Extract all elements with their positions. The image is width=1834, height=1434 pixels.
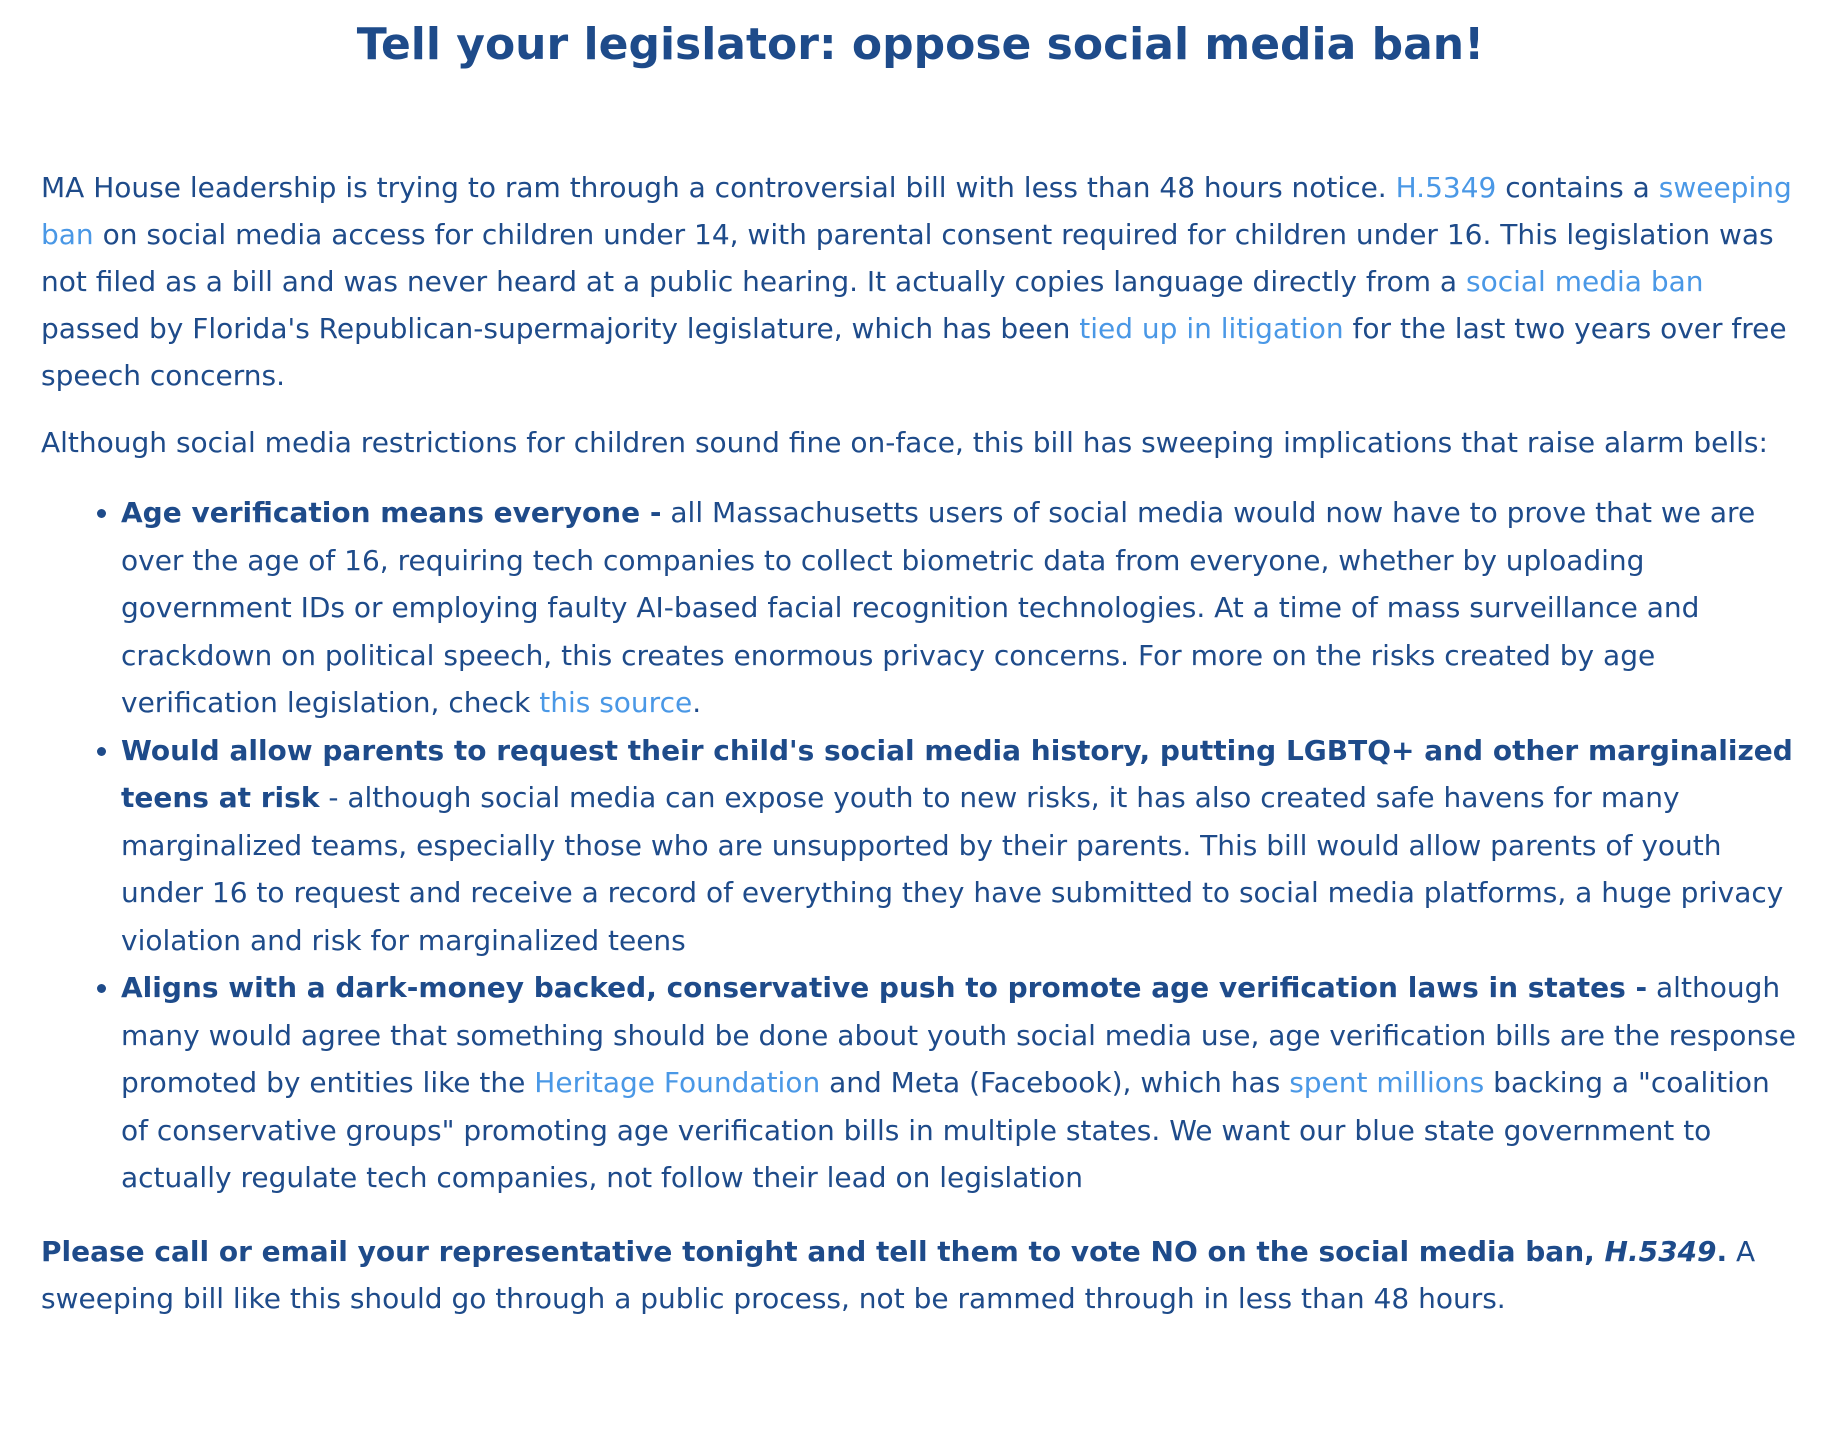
intro-text-5: for the last two years over free speech concerns.	[41, 312, 1787, 392]
list-item-text-end: .	[692, 686, 702, 719]
spent-millions-link[interactable]: spent millions	[1289, 1066, 1485, 1099]
list-item-text: all Massachusetts users of social media would now have to prove that we are over the age of 16, requiring tech companies to collect biometric data from everyone, whether by uploading government IDs or employing faulty AI-based facial recognition technologies. At a time of mass surveillance and crackdown on political speech, this creates enormous privacy concerns. For more on the risks created by age verification legislation, check	[121, 496, 1756, 719]
list-item-text: - although social media can expose youth to new risks, it has also created safe havens for many marginalized teams, especially those who are unsupported by their parents. This bill would allow parents of youth under 16 to request and receive a record of everything they have submitted to social media platforms, a huge privacy violation and risk for marginalized teens	[121, 781, 1784, 957]
bill-number-emphasis: H.5349	[1604, 1234, 1717, 1268]
list-item-heading: Aligns with a dark-money backed, conservative push to promote age verification laws in states -	[121, 971, 1648, 1004]
list-item-text: although many would agree that something should be done about youth social media use, age verification bills are the response promoted by entities like the	[121, 971, 1796, 1099]
call-to-action-paragraph	[41, 1228, 1800, 1322]
intro-text-3: on social media access for children under 14, with parental consent required for children under 16. This legislation was not filed as a bill and was never heard at a public hearing. It actually copies language directly from a	[41, 218, 1774, 298]
intro-text-2: contains a	[1496, 171, 1659, 204]
list-item-text-3: backing a "coalition of conservative groups" promoting age verification bills in multiple states. We want our blue state government to actually regulate tech companies, not follow their lead on legislation	[121, 1066, 1770, 1194]
call-to-action-bold: Please call or email your representative tonight and tell them to vote NO on the social media ban,	[41, 1234, 1605, 1268]
list-item-text-2: and Meta (Facebook), which has	[820, 1066, 1290, 1099]
call-to-action-text: A sweeping bill like this should go through a public process, not be rammed through in less than 48 hours.	[41, 1234, 1756, 1315]
sweeping-ban-link[interactable]: sweeping ban	[41, 171, 1792, 251]
list-item-age-verification	[121, 489, 1800, 727]
litigation-link[interactable]: tied up in litigation	[1079, 312, 1344, 345]
bill-link[interactable]: H.5349	[1395, 171, 1497, 204]
intro-text-4: passed by Florida's Republican-supermajority legislature, which has been	[41, 312, 1080, 345]
this-source-link[interactable]: this source	[539, 686, 693, 719]
list-item-dark-money	[121, 964, 1800, 1202]
heritage-foundation-link[interactable]: Heritage Foundation	[534, 1066, 821, 1099]
intro-text-1: MA House leadership is trying to ram through a controversial bill with less than 48 hours notice.	[41, 171, 1396, 204]
intro-paragraph	[41, 164, 1800, 399]
list-item-heading: Age verification means everyone -	[121, 496, 662, 529]
list-item-parents-history	[121, 727, 1800, 965]
list-item-heading: Would allow parents to request their child's social media history, putting LGBTQ+ and other marginalized teens at risk	[121, 733, 1793, 814]
implications-paragraph: Although social media restrictions for children sound fine on-face, this bill has sweeping implications that raise alarm bells:	[41, 426, 1768, 459]
page-title: Tell your legislator: oppose social media ban!	[356, 19, 1485, 70]
concerns-list	[41, 489, 1800, 1202]
social-media-ban-link[interactable]: social media ban	[1465, 265, 1704, 298]
call-to-action-period: .	[1716, 1234, 1728, 1268]
